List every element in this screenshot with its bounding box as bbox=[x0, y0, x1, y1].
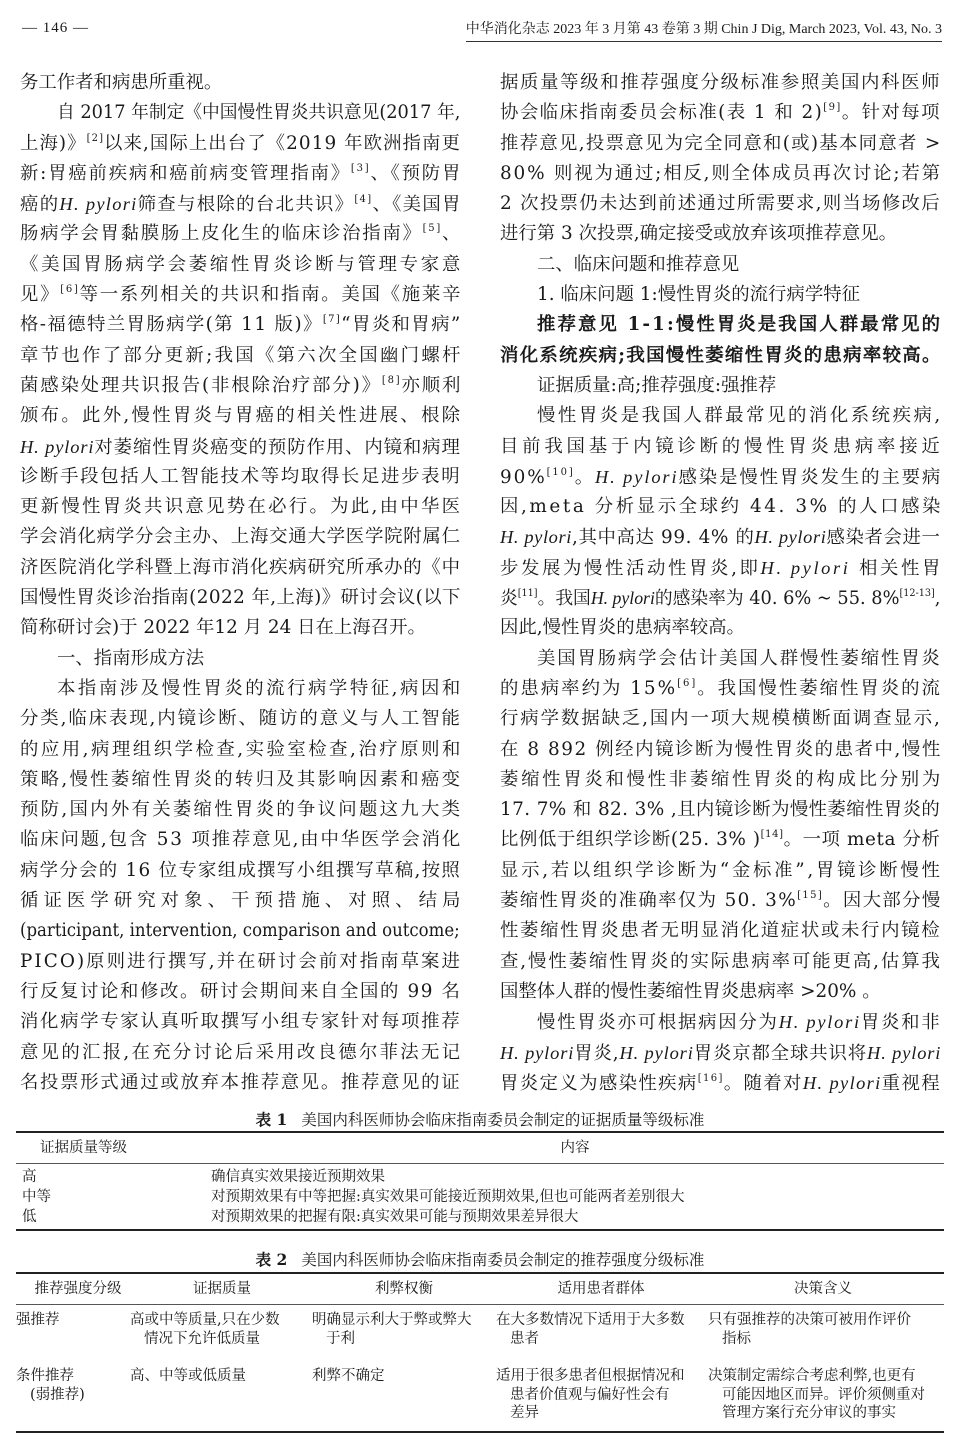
text-line: 消化病学专家认真听取撰写小组专家针对每项推荐 bbox=[20, 1011, 462, 1033]
citation-ref: [9] bbox=[823, 102, 842, 114]
text-line: 见》[6]等一系列相关的共识和指南。美国《施莱辛 bbox=[20, 284, 463, 306]
text-line: 新:胃癌前疾病和癌前病变管理指南》[3]、《预防胃 bbox=[20, 162, 463, 184]
text-line: 一、指南形成方法 bbox=[57, 647, 205, 669]
table1-header-cell: 证据质量等级 bbox=[40, 1140, 127, 1156]
text-line: 1. 临床问题 1:慢性胃炎的流行病学特征 bbox=[537, 284, 860, 306]
table2-cell bbox=[130, 1367, 246, 1386]
table2-cell bbox=[16, 1367, 85, 1404]
citation-ref: [16] bbox=[697, 1072, 724, 1084]
text-line: 预防,国内外有关萎缩性胃炎的争议问题这九大类 bbox=[20, 799, 463, 821]
text-line: 济医院消化学科暨上海市消化疾病研究所承办的《中 bbox=[20, 556, 461, 578]
text-line: 诊断手段包括人工智能技术等均取得长足进步表明 bbox=[20, 465, 462, 487]
table2-cell-line: 情况下允许低质量 bbox=[144, 1330, 260, 1347]
table1-cell: 对预期效果有中等把握:真实效果可能接近预期效果,但也可能两者差别很大 bbox=[211, 1189, 685, 1205]
text-line: 学会消化病学分会主办、上海交通大学医学院附属仁 bbox=[20, 526, 461, 548]
text-line: 务工作者和病患所重视。 bbox=[20, 72, 223, 93]
table2-cell-line: (弱推荐) bbox=[30, 1386, 85, 1403]
text-line: 策略,慢性萎缩性胃炎的转归及其影响因素和癌变 bbox=[20, 768, 463, 790]
italic-term: H. pylori bbox=[754, 527, 827, 548]
table2-cell bbox=[496, 1367, 685, 1423]
citation-ref: [10] bbox=[546, 466, 575, 478]
citation-ref: [8] bbox=[381, 374, 402, 386]
text-line: 显示,若以组织学诊断为“金标准”,胃镜诊断慢性 bbox=[500, 859, 943, 881]
table2 bbox=[16, 1272, 944, 1433]
text-line: 国整体人群的慢性萎缩性胃炎患病率 >20% 。 bbox=[500, 980, 881, 1002]
text-line: 因,meta 分析显示全球约 44. 3% 的人口感染 bbox=[500, 496, 943, 518]
citation-ref: [15] bbox=[797, 890, 824, 902]
table2-header-cell: 推荐强度分级 bbox=[34, 1281, 122, 1297]
page-header bbox=[0, 0, 960, 50]
table2-cell-line: 利弊不确定 bbox=[312, 1368, 385, 1384]
text-line: 意见的汇报,在充分讨论后采用改良德尔菲法无记 bbox=[20, 1041, 463, 1063]
table2-cell-line: 差异 bbox=[510, 1405, 539, 1421]
italic-term: H. pylori bbox=[500, 1042, 575, 1063]
table2-cell bbox=[312, 1367, 385, 1386]
text-line: 的患病率约为 15%[6]。我国慢性萎缩性胃炎的流 bbox=[500, 677, 942, 699]
italic-term: H. pylori bbox=[619, 1042, 694, 1063]
text-line: H. pylori胃炎,H. pylori胃炎京都全球共识将H. pylori bbox=[500, 1042, 942, 1064]
table1-cell: 高 bbox=[22, 1169, 37, 1185]
text-line: H. pylori对萎缩性胃炎癌变的预防作用、内镜和病理 bbox=[20, 436, 461, 458]
text-line: 80% 则视为通过;相反,则全体成员再次讨论;若第 bbox=[500, 162, 942, 184]
italic-term: H. pylori bbox=[590, 588, 655, 609]
text-line: 性萎缩性胃炎患者无明显消化道症状或未行内镜检 bbox=[500, 920, 942, 942]
table1-cell: 对预期效果的把握有限:真实效果可能与预期效果差异很大 bbox=[211, 1209, 579, 1225]
citation-ref: [5] bbox=[422, 223, 442, 235]
citation-ref: [14] bbox=[760, 829, 784, 841]
citation-ref: [6] bbox=[677, 677, 698, 689]
table2-header-cell: 利弊权衡 bbox=[375, 1281, 433, 1297]
text-line: 病学分会的 16 位专家组成撰写小组撰写草稿,按照 bbox=[20, 859, 462, 881]
table2-header-cell: 证据质量 bbox=[193, 1281, 251, 1297]
table2-cell-line: 在大多数情况下适用于大多数 bbox=[496, 1312, 685, 1328]
italic-term: H. pylori bbox=[760, 557, 851, 578]
text-line: PICO)原则进行撰写,并在研讨会前对指南草案进 bbox=[20, 950, 462, 972]
table-row bbox=[16, 1305, 944, 1361]
text-line: 比例低于组织学诊断(25. 3% )[14]。一项 meta 分析 bbox=[500, 829, 941, 851]
table2-cell-line: 指标 bbox=[722, 1330, 751, 1347]
text-line: 炎[11]。我国H. pylori的感染率为 40. 6% ~ 55. 8%[12-13], bbox=[500, 588, 941, 610]
table1 bbox=[16, 1131, 944, 1231]
text-line: 证据质量:高;推荐强度:强推荐 bbox=[537, 374, 777, 396]
table2-cell bbox=[16, 1311, 60, 1330]
table1-cell: 低 bbox=[22, 1209, 37, 1225]
table2-header-cell: 适用患者群体 bbox=[557, 1281, 645, 1297]
table-row bbox=[16, 1167, 944, 1187]
text-line: 菌感染处理共识报告(非根除治疗部分)》[8]亦顺利 bbox=[20, 374, 463, 396]
table2-cell bbox=[708, 1367, 925, 1423]
table2-cell-line: 决策制定需综合考虑利弊,也更有 bbox=[708, 1368, 916, 1384]
italic-term: H. pylori bbox=[802, 1072, 882, 1093]
table2-cell-line: 强推荐 bbox=[16, 1312, 60, 1328]
table1-cell: 中等 bbox=[22, 1189, 51, 1205]
text-line: 推荐意见,投票意见为完全同意和(或)基本同意者 > bbox=[500, 132, 942, 154]
text-line: 进行第 3 次投票,确定接受或放弃该项推荐意见。 bbox=[500, 223, 898, 245]
page-number: — 146 — bbox=[22, 20, 89, 36]
text-line: 慢性胃炎亦可根据病因分为H. pylori胃炎和非 bbox=[537, 1012, 942, 1034]
text-line: 推荐意见 1-1:慢性胃炎是我国人群最常见的 bbox=[537, 314, 943, 336]
text-line: 17. 7% 和 82. 3% ,且内镜诊断为慢性萎缩性胃炎的 bbox=[500, 799, 941, 821]
italic-term: H. pylori bbox=[20, 436, 95, 457]
text-line: 癌的H. pylori筛查与根除的台北共识》[4]、《美国胃 bbox=[20, 194, 462, 216]
citation-ref: [11] bbox=[517, 588, 538, 600]
text-line: 循证医学研究对象、干预措施、对照、结局 bbox=[20, 890, 466, 912]
table2-cell bbox=[496, 1311, 685, 1348]
text-line: 2 次投票仍未达到前述通过所需要求,则当场修改后 bbox=[500, 193, 941, 215]
italic-term: H. pylori bbox=[778, 1012, 861, 1033]
table2-cell-line: 可能因地区而异。评价须侧重对 bbox=[722, 1386, 925, 1403]
text-line: 在 8 892 例经内镜诊断为慢性胃炎的患者中,慢性 bbox=[500, 738, 942, 760]
text-line: 行病学数据缺乏,国内一项大规模横断面调查显示, bbox=[500, 708, 942, 730]
text-line: 步发展为慢性活动性胃炎,即H. pylori 相关性胃 bbox=[500, 557, 943, 579]
table2-cell-line: 条件推荐 bbox=[16, 1368, 74, 1384]
text-line: 临床问题,包含 53 项推荐意见,由中华医学会消化 bbox=[20, 829, 463, 851]
text-line: 肠病学会胃黏膜肠上皮化生的临床诊治指南》[5]、 bbox=[20, 223, 463, 245]
table2-label: 表 2 bbox=[255, 1250, 288, 1269]
table1-header-row bbox=[16, 1133, 944, 1164]
text-line: 消化系统疾病;我国慢性萎缩性胃炎的患病率较高。 bbox=[500, 344, 942, 366]
table-row bbox=[16, 1187, 944, 1207]
text-line: 行反复讨论和修改。研讨会期间来自全国的 99 名 bbox=[20, 980, 462, 1002]
text-line: 慢性胃炎是我国人群最常见的消化系统疾病, bbox=[537, 405, 943, 427]
table-row bbox=[16, 1207, 944, 1227]
table2-header-row bbox=[16, 1274, 944, 1305]
text-line: 据质量等级和推荐强度分级标准参照美国内科医师 bbox=[500, 72, 942, 93]
table2-cell-line: 高、中等或低质量 bbox=[130, 1368, 246, 1384]
text-line: 分类,临床表现,内镜诊断、随访的意义与人工智能 bbox=[20, 708, 462, 730]
table1-caption bbox=[0, 1108, 960, 1130]
table1-title: 美国内科医师协会临床指南委员会制定的证据质量等级标准 bbox=[301, 1111, 705, 1129]
text-line: 90%[10]。H. pylori感染是慢性胃炎发生的主要病 bbox=[500, 466, 943, 488]
table2-cell-line: 管理方案行充分审议的事实 bbox=[722, 1405, 896, 1421]
journal-running-head: 中华消化杂志 2023 年 3 月第 43 卷第 3 期 Chin J Dig, March 2023, Vol. 43, No. 3 bbox=[466, 18, 942, 42]
table2-cell bbox=[130, 1311, 280, 1348]
table2-cell-line: 高或中等质量,只在少数 bbox=[130, 1312, 280, 1328]
text-line: 本指南涉及慢性胃炎的流行病学特征,病因和 bbox=[57, 677, 463, 699]
table2-cell-line: 患者价值观与偏好性会有 bbox=[510, 1386, 670, 1403]
citation-ref: [3] bbox=[350, 162, 371, 174]
text-line: 《美国胃肠病学会萎缩性胃炎诊断与管理专家意 bbox=[20, 253, 463, 275]
table2-cell bbox=[708, 1311, 911, 1348]
citation-ref: [12-13] bbox=[899, 588, 935, 600]
left-column bbox=[20, 68, 466, 1098]
text-line: 美国胃肠病学会估计美国人群慢性萎缩性胃炎 bbox=[537, 647, 942, 669]
text-line: 萎缩性胃炎的准确率仅为 50. 3%[15]。因大部分慢 bbox=[500, 890, 942, 912]
italic-term: H. pylori bbox=[867, 1042, 942, 1063]
table2-title: 美国内科医师协会临床指南委员会制定的推荐强度分级标准 bbox=[301, 1251, 705, 1269]
table1-header-cell: 内容 bbox=[560, 1140, 590, 1156]
citation-ref: [6] bbox=[60, 284, 80, 296]
text-line: 名投票形式通过或放弃本推荐意见。推荐意见的证 bbox=[20, 1071, 462, 1093]
text-line: 的应用,病理组织学检查,实验室检查,治疗原则和 bbox=[20, 738, 463, 760]
text-line: H. pylori,其中高达 99. 4% 的H. pylori感染者会进一 bbox=[500, 527, 941, 549]
citation-ref: [7] bbox=[322, 314, 342, 326]
text-line: 上海)》[2]以来,国际上出台了《2019 年欧洲指南更 bbox=[20, 132, 461, 154]
text-line: 自 2017 年制定《中国慢性胃炎共识意见(2017 年, bbox=[57, 102, 461, 124]
italic-term: H. pylori bbox=[595, 466, 679, 487]
table2-cell-line: 于利 bbox=[326, 1330, 355, 1347]
text-line: 目前我国基于内镜诊断的慢性胃炎患病率接近 bbox=[500, 435, 944, 457]
text-line: (participant, intervention, comparison and outcome; bbox=[20, 920, 460, 942]
table2-cell-line: 患者 bbox=[510, 1330, 539, 1347]
table2-cell-line: 只有强推荐的决策可被用作评价 bbox=[708, 1312, 911, 1328]
citation-ref: [4] bbox=[354, 194, 373, 206]
text-line: 简称研讨会)于 2022 年12 月 24 日在上海召开。 bbox=[20, 617, 426, 639]
table1-label: 表 1 bbox=[255, 1110, 288, 1129]
text-line: 胃炎定义为感染性疾病[16]。随着对H. pylori重视程 bbox=[500, 1072, 941, 1094]
text-line: 更新慢性胃炎共识意见势在必行。为此,由中华医 bbox=[20, 496, 463, 518]
table1-cell: 确信真实效果接近预期效果 bbox=[211, 1169, 385, 1185]
text-line: 章节也作了部分更新;我国《第六次全国幽门螺杆 bbox=[20, 344, 463, 366]
table2-cell-line: 适用于很多患者但根据情况和 bbox=[496, 1368, 685, 1384]
text-line: 查,慢性萎缩性胃炎的实际患病率可能更高,估算我 bbox=[500, 950, 942, 972]
table2-cell bbox=[312, 1311, 472, 1348]
text-line: 二、临床问题和推荐意见 bbox=[537, 253, 740, 275]
table2-cell-line: 明确显示利大于弊或弊大 bbox=[312, 1312, 472, 1328]
table2-header-cell: 决策含义 bbox=[794, 1281, 852, 1297]
text-line: 国慢性胃炎诊治指南(2022 年,上海)》研讨会议(以下 bbox=[20, 587, 461, 609]
italic-term: H. pylori bbox=[59, 194, 138, 215]
citation-ref: [2] bbox=[86, 132, 105, 144]
right-column bbox=[500, 68, 944, 1098]
italic-term: H. pylori bbox=[500, 527, 573, 548]
table2-caption bbox=[0, 1248, 960, 1270]
table-row bbox=[16, 1361, 944, 1431]
text-line: 颁布。此外,慢性胃炎与胃癌的相关性进展、根除 bbox=[20, 405, 463, 427]
text-line: 萎缩性胃炎和慢性非萎缩性胃炎的构成比分别为 bbox=[500, 768, 943, 790]
table1-body bbox=[16, 1164, 944, 1229]
text-line: 格-福德特兰胃肠病学(第 11 版)》[7]“胃炎和胃病” bbox=[20, 314, 462, 336]
text-line: 因此,慢性胃炎的患病率较高。 bbox=[500, 617, 745, 639]
text-line: 协会临床指南委员会标准(表 1 和 2)[9]。针对每项 bbox=[500, 102, 941, 124]
